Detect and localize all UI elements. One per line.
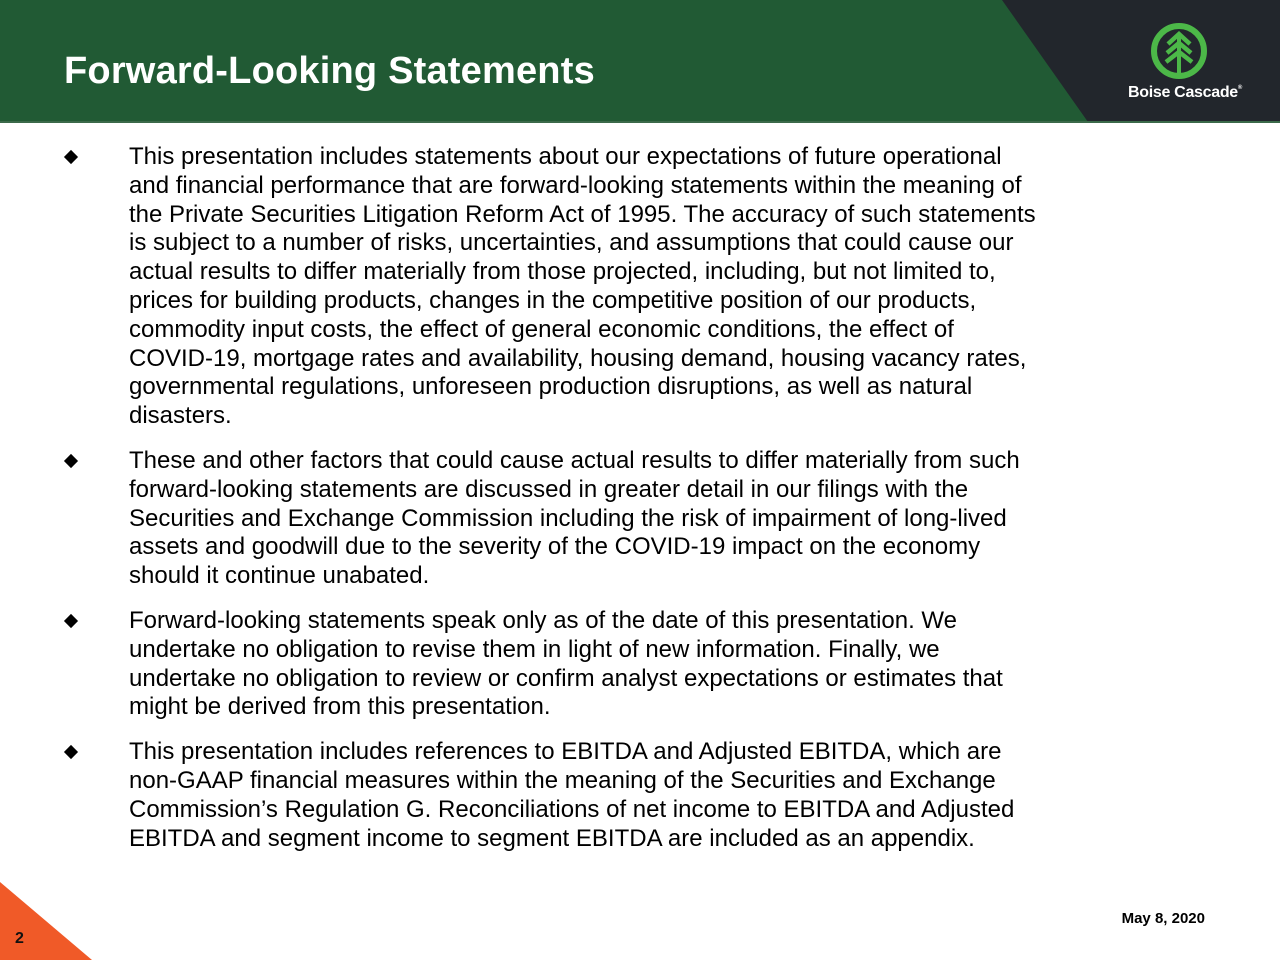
text-line: This presentation includes references to EBITDA and Adjusted EBITDA, which are bbox=[129, 738, 1002, 766]
text-line: is subject to a number of risks, uncertainties, and assumptions that could cause our bbox=[129, 229, 1014, 257]
text-line: Forward-looking statements speak only as of the date of this presentation. We bbox=[129, 606, 957, 634]
text-line: prices for building products, changes in the competitive position of our products, bbox=[129, 286, 977, 314]
boise-cascade-logo bbox=[1110, 22, 1260, 112]
tree-in-circle-icon bbox=[1150, 22, 1208, 80]
text-line: This presentation includes statements about our expectations of future operational bbox=[129, 143, 1002, 170]
diamond-bullet-icon bbox=[64, 614, 78, 628]
text-line: governmental regulations, unforeseen production disruptions, as well as natural bbox=[129, 373, 973, 401]
text-line: These and other factors that could cause actual results to differ materially from such bbox=[129, 446, 1020, 474]
text-line: undertake no obligation to review or confirm analyst expectations or estimates that bbox=[129, 664, 1003, 692]
bullet-item-1 bbox=[60, 143, 1230, 431]
text-line: Securities and Exchange Commission including the risk of impairment of long-lived bbox=[129, 504, 1007, 532]
text-line: Commission’s Regulation G. Reconciliations of net income to EBITDA and Adjusted bbox=[129, 795, 1015, 823]
bullet-list bbox=[60, 143, 1230, 869]
text-line: should it continue unabated. bbox=[129, 562, 430, 590]
diamond-bullet-icon bbox=[64, 150, 78, 164]
text-line: assets and goodwill due to the severity of the COVID-19 impact on the economy bbox=[129, 533, 981, 561]
slide-header bbox=[0, 0, 1280, 122]
diamond-bullet-icon bbox=[64, 745, 78, 759]
text-line: might be derived from this presentation. bbox=[129, 693, 551, 721]
page-corner-accent bbox=[0, 882, 92, 960]
text-line: non-GAAP financial measures within the meaning of the Securities and Exchange bbox=[129, 766, 996, 794]
presentation-date: May 8, 2020 bbox=[1121, 910, 1205, 927]
text-line: the Private Securities Litigation Reform Act of 1995. The accuracy of such statements bbox=[129, 200, 1036, 228]
text-line: COVID-19, mortgage rates and availability, housing demand, housing vacancy rates, bbox=[129, 344, 1027, 372]
header-divider bbox=[0, 121, 1280, 123]
logo-wordmark: Boise Cascade® bbox=[1127, 84, 1243, 101]
text-line: disasters. bbox=[129, 402, 232, 430]
bullet-item-2 bbox=[60, 447, 1230, 591]
bullet-item-4 bbox=[60, 738, 1230, 853]
bullet-item-3 bbox=[60, 607, 1230, 722]
text-line: commodity input costs, the effect of general economic conditions, the effect of bbox=[129, 315, 954, 343]
diamond-bullet-icon bbox=[64, 454, 78, 468]
text-line: undertake no obligation to revise them in light of new information. Finally, we bbox=[129, 635, 940, 663]
text-line: and financial performance that are forward-looking statements within the meaning of bbox=[129, 171, 1022, 199]
text-line: forward-looking statements are discussed in greater detail in our filings with the bbox=[129, 475, 969, 503]
text-line: EBITDA and segment income to segment EBITDA are included as an appendix. bbox=[129, 824, 975, 852]
slide-title: Forward-Looking Statements bbox=[64, 50, 595, 92]
text-line: actual results to differ materially from those projected, including, but not limited to, bbox=[129, 258, 996, 286]
page-number: 2 bbox=[15, 930, 24, 947]
